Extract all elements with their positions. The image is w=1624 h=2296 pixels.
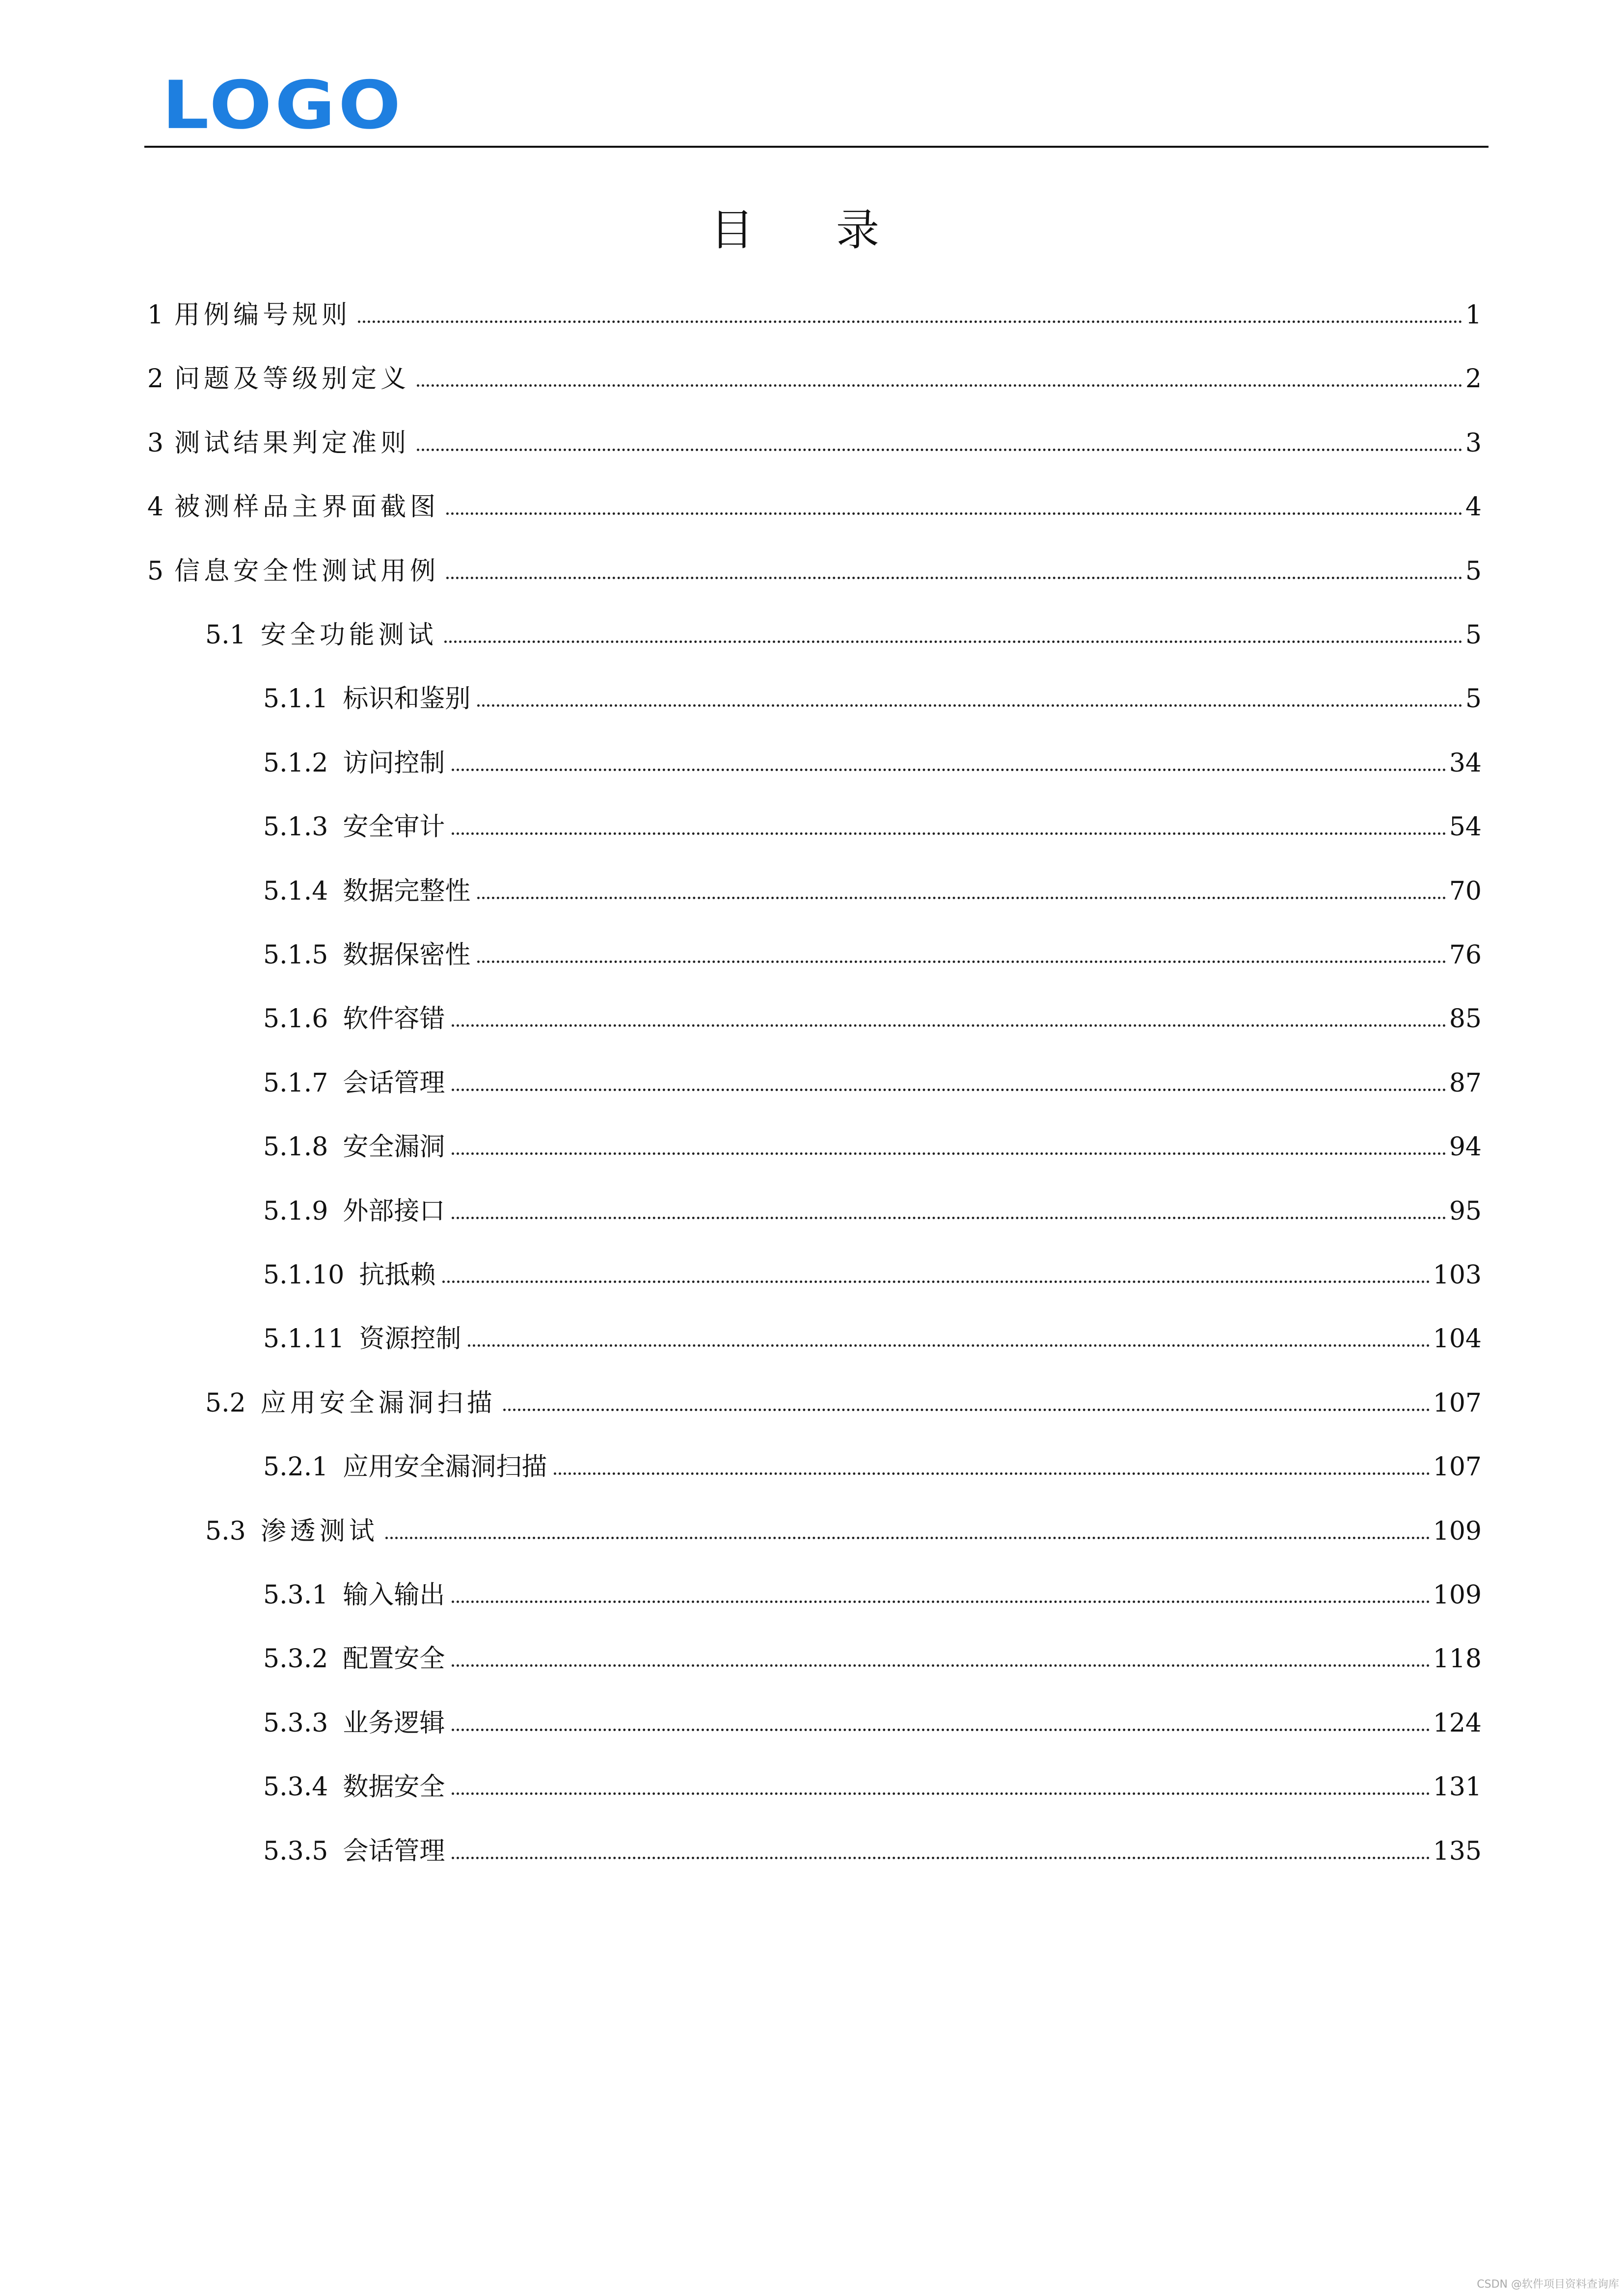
toc-entry-title: 用例编号规则 <box>174 300 352 330</box>
company-logo: LOGO <box>162 67 404 144</box>
dot-leader <box>452 1024 1446 1027</box>
toc-entry-number: 5.1.4 <box>263 876 328 906</box>
toc-entry-page: 5 <box>1465 556 1482 586</box>
toc-entry[interactable] <box>263 1579 1482 1611</box>
toc-entry[interactable] <box>147 363 1482 395</box>
toc-entry-title: 业务逻辑 <box>343 1708 445 1738</box>
toc-entry-page: 2 <box>1465 364 1482 394</box>
toc-entry-number: 4 <box>147 492 164 522</box>
toc-entry[interactable] <box>147 299 1482 331</box>
toc-entry-title: 数据完整性 <box>343 876 471 906</box>
toc-entry-title: 会话管理 <box>343 1068 445 1098</box>
toc-entry-number: 5.1 <box>205 620 246 650</box>
toc-entry-title: 安全审计 <box>343 812 445 842</box>
dot-leader <box>554 1472 1430 1475</box>
toc-entry-page: 131 <box>1433 1772 1482 1802</box>
toc-entry-title: 会话管理 <box>343 1836 445 1866</box>
toc-entry-page: 34 <box>1449 748 1482 778</box>
dot-leader <box>452 1792 1430 1795</box>
toc-entry-page: 54 <box>1449 812 1482 842</box>
toc-entry-number: 5.3.5 <box>263 1836 328 1866</box>
toc-entry[interactable] <box>263 748 1482 779</box>
dot-leader <box>452 1217 1446 1219</box>
dot-leader <box>477 704 1462 707</box>
toc-entry-title: 标识和鉴别 <box>343 684 471 714</box>
toc-entry-page: 3 <box>1465 428 1482 458</box>
toc-entry-page: 107 <box>1433 1388 1482 1418</box>
toc-entry-page: 95 <box>1449 1196 1482 1226</box>
toc-entry-title: 测试结果判定准则 <box>174 428 410 458</box>
dot-leader <box>468 1344 1430 1347</box>
toc-entry[interactable] <box>147 556 1482 587</box>
dot-leader <box>452 1857 1430 1859</box>
dot-leader <box>477 961 1446 963</box>
toc-entry-number: 5.1.9 <box>263 1196 328 1226</box>
toc-entry[interactable] <box>147 427 1482 459</box>
toc-entry[interactable] <box>205 619 1482 651</box>
dot-leader <box>452 1664 1430 1667</box>
toc-entry-number: 5.1.11 <box>263 1324 345 1354</box>
toc-entry-title: 输入输出 <box>343 1580 445 1610</box>
dot-leader <box>452 1089 1446 1091</box>
toc-entry-number: 5.2.1 <box>263 1452 328 1482</box>
toc-entry-number: 5.1.3 <box>263 812 328 842</box>
toc-entry[interactable] <box>263 939 1482 971</box>
toc-entry-title: 信息安全性测试用例 <box>174 556 440 586</box>
dot-leader <box>452 1152 1446 1155</box>
toc-entry[interactable] <box>263 876 1482 907</box>
toc-entry[interactable] <box>263 1196 1482 1227</box>
dot-leader <box>417 384 1462 387</box>
toc-entry[interactable] <box>205 1388 1482 1419</box>
toc-entry-number: 5.3.2 <box>263 1644 328 1674</box>
toc-entry-number: 5.1.10 <box>263 1260 345 1290</box>
toc-entry-number: 5.1.7 <box>263 1068 328 1098</box>
toc-entry-page: 107 <box>1433 1452 1482 1482</box>
toc-entry-number: 5.1.2 <box>263 748 328 778</box>
toc-entry-number: 5 <box>147 556 164 586</box>
toc-entry[interactable] <box>263 1259 1482 1291</box>
toc-entry-title: 数据安全 <box>343 1772 445 1802</box>
toc-entry-title: 安全功能测试 <box>260 620 437 650</box>
toc-entry[interactable] <box>263 811 1482 843</box>
dot-leader <box>446 577 1462 579</box>
dot-leader <box>442 1281 1430 1283</box>
toc-entry-title: 应用安全漏洞扫描 <box>343 1452 547 1482</box>
toc-title: 目 录 <box>710 205 914 255</box>
toc-entry-title: 软件容错 <box>343 1004 445 1034</box>
toc-entry-title: 数据保密性 <box>343 940 471 970</box>
dot-leader <box>477 897 1446 899</box>
toc-entry[interactable] <box>263 1643 1482 1675</box>
dot-leader <box>417 449 1462 451</box>
toc-entry-number: 5.3.4 <box>263 1772 328 1802</box>
toc-entry[interactable] <box>263 1708 1482 1739</box>
toc-entry[interactable] <box>263 683 1482 715</box>
toc-entry[interactable] <box>263 1323 1482 1355</box>
toc-entry[interactable] <box>263 1003 1482 1035</box>
toc-entry-page: 5 <box>1465 620 1482 650</box>
toc-entry-page: 94 <box>1449 1132 1482 1162</box>
toc-entry-number: 5.3.1 <box>263 1580 328 1610</box>
toc-entry-title: 外部接口 <box>343 1196 445 1226</box>
toc-entry-number: 5.1.6 <box>263 1004 328 1034</box>
toc-entry[interactable] <box>147 491 1482 523</box>
toc-entry-number: 5.1.1 <box>263 684 328 714</box>
dot-leader <box>385 1537 1430 1539</box>
toc-entry-page: 124 <box>1433 1708 1482 1738</box>
toc-entry-page: 109 <box>1433 1580 1482 1610</box>
toc-entry[interactable] <box>263 1451 1482 1483</box>
toc-entry-page: 70 <box>1449 876 1482 906</box>
toc-entry-title: 渗透测试 <box>260 1516 379 1546</box>
toc-entry-number: 2 <box>147 364 164 394</box>
toc-entry-number: 5.1.5 <box>263 940 328 970</box>
toc-entry[interactable] <box>263 1771 1482 1803</box>
dot-leader <box>503 1409 1430 1411</box>
toc-entry-page: 76 <box>1449 940 1482 970</box>
toc-entry-title: 配置安全 <box>343 1644 445 1674</box>
watermark: CSDN @软件项目资料查询库 <box>1477 2278 1619 2291</box>
toc-entry[interactable] <box>263 1068 1482 1099</box>
toc-entry-number: 1 <box>147 300 164 330</box>
dot-leader <box>452 1729 1430 1731</box>
toc-entry[interactable] <box>263 1131 1482 1163</box>
toc-entry-page: 85 <box>1449 1004 1482 1034</box>
toc-entry-title: 安全漏洞 <box>343 1132 445 1162</box>
toc-entry-page: 103 <box>1433 1260 1482 1290</box>
dot-leader <box>452 769 1446 771</box>
dot-leader <box>452 832 1446 835</box>
toc-entry-page: 135 <box>1433 1836 1482 1866</box>
toc-entry-page: 4 <box>1465 492 1482 522</box>
toc-entry[interactable] <box>263 1836 1482 1867</box>
toc-entry-title: 抗抵赖 <box>359 1260 436 1290</box>
toc-entry-page: 5 <box>1465 684 1482 714</box>
toc-entry-number: 3 <box>147 428 164 458</box>
toc-entry-number: 5.1.8 <box>263 1132 328 1162</box>
toc-entry-title: 问题及等级别定义 <box>174 364 410 394</box>
toc-entry-number: 5.3.3 <box>263 1708 328 1738</box>
dot-leader <box>444 641 1462 643</box>
toc-entry-title: 应用安全漏洞扫描 <box>260 1388 496 1418</box>
toc-entry-number: 5.3 <box>205 1516 246 1546</box>
toc-entry-title: 被测样品主界面截图 <box>174 492 440 522</box>
dot-leader <box>358 320 1462 323</box>
dot-leader <box>446 512 1462 515</box>
dot-leader <box>452 1601 1430 1603</box>
toc-entry-page: 118 <box>1433 1644 1482 1674</box>
toc-entry-title: 资源控制 <box>359 1324 461 1354</box>
toc-entry[interactable] <box>205 1516 1482 1547</box>
toc-entry-page: 104 <box>1433 1324 1482 1354</box>
toc-entry-title: 访问控制 <box>343 748 445 778</box>
toc-entry-page: 87 <box>1449 1068 1482 1098</box>
toc-entry-page: 1 <box>1465 300 1482 330</box>
toc-entry-number: 5.2 <box>205 1388 246 1418</box>
toc-entry-page: 109 <box>1433 1516 1482 1546</box>
